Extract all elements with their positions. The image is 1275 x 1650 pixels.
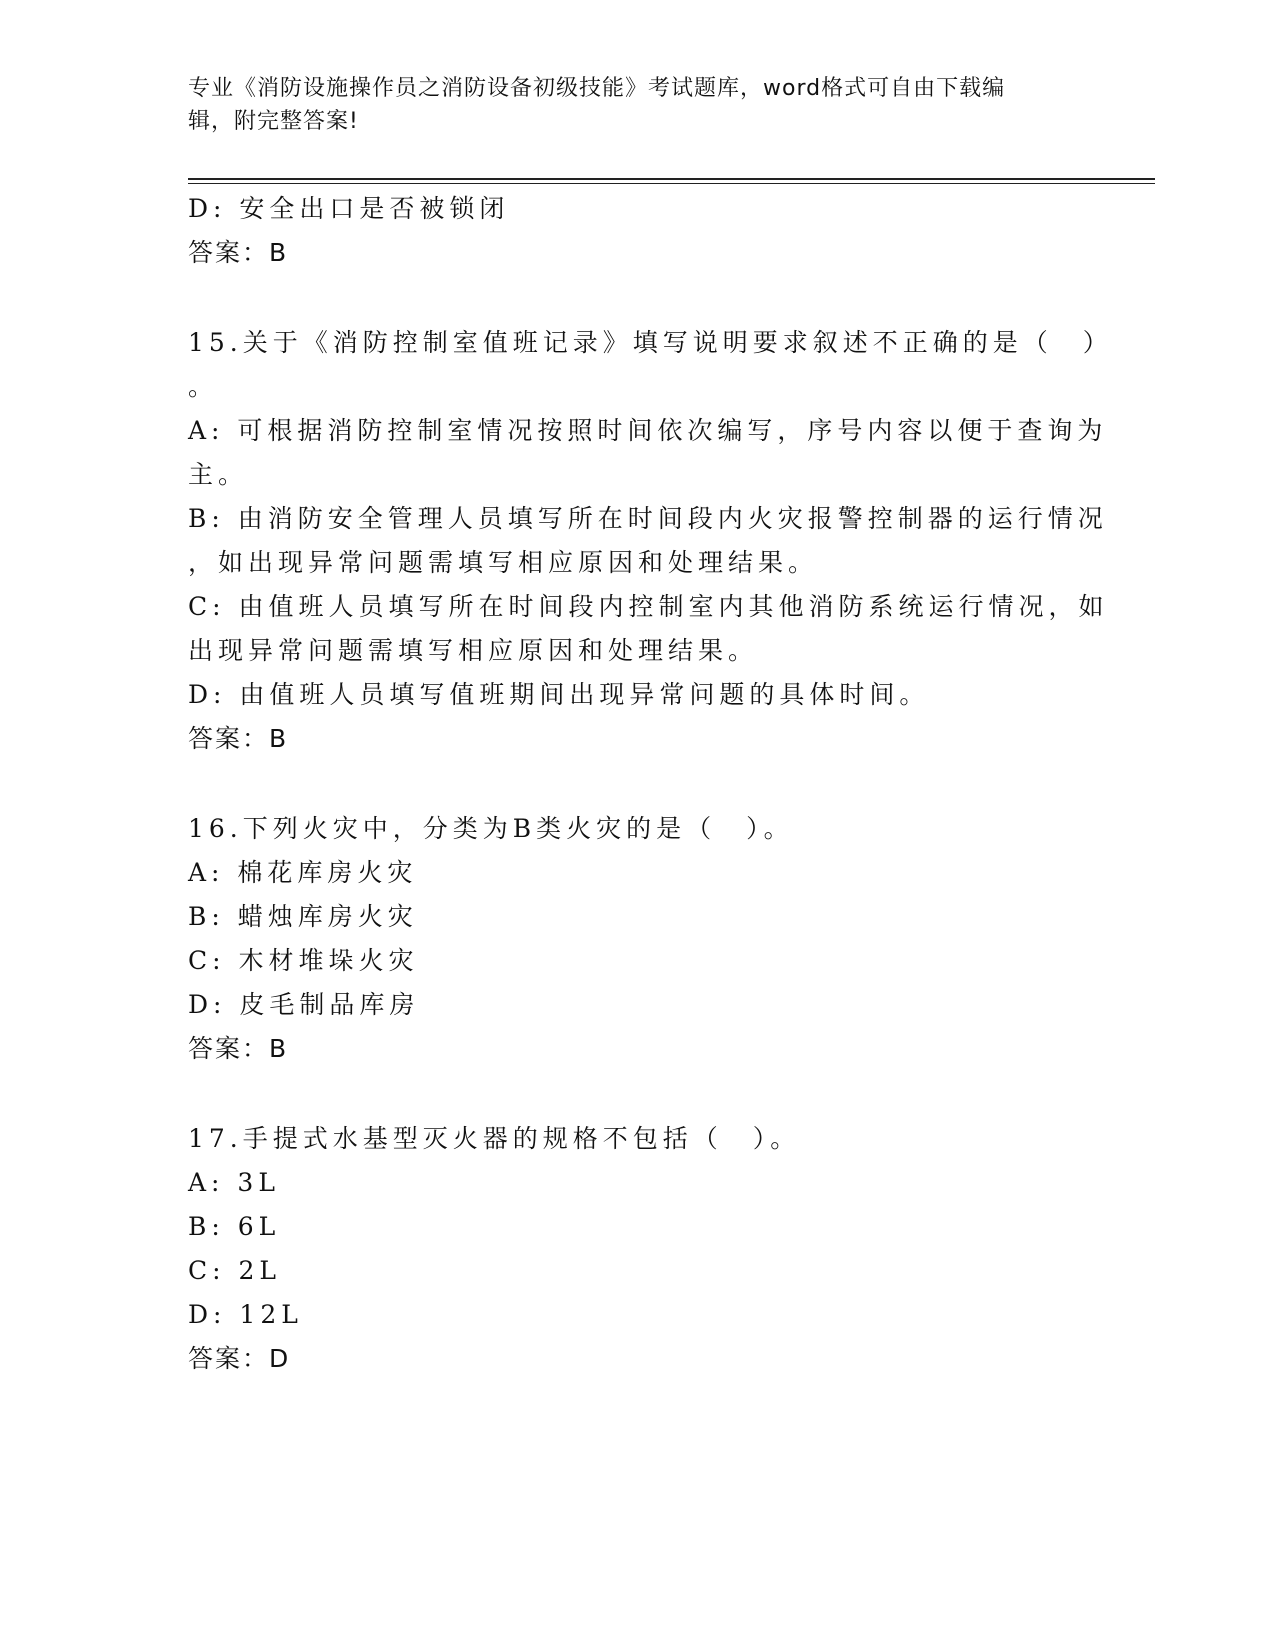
q15-answer: 答案：B <box>188 724 289 753</box>
prev-option-d: D: 安全出口是否被锁闭 <box>188 194 510 223</box>
q16-answer: 答案：B <box>188 1034 289 1063</box>
q15-option-a-line-2: 主。 <box>188 460 249 489</box>
q16-option-b: B: 蜡烛库房火灾 <box>188 902 418 931</box>
prev-answer: 答案：B <box>188 238 289 267</box>
q16-stem: 16.下列火灾中，分类为B类火灾的是（ ）。 <box>188 814 794 843</box>
header-line-2: 辑，附完整答案! <box>188 109 359 134</box>
q15-option-c-line-2: 出现异常问题需填写相应原因和处理结果。 <box>188 636 759 665</box>
q15-stem-line-1: 15.关于《消防控制室值班记录》填写说明要求叙述不正确的是（ ） <box>188 328 1113 357</box>
header-rule-thick <box>188 178 1155 180</box>
q15-option-b-line-2: ，如出现异常问题需填写相应原因和处理结果。 <box>188 548 819 577</box>
q15-stem-line-2: 。 <box>188 372 219 401</box>
q15-option-c-line-1: C: 由值班人员填写所在时间段内控制室内其他消防系统运行情况，如 <box>188 592 1109 621</box>
q16-option-c: C: 木材堆垛火灾 <box>188 946 419 975</box>
q15-option-a-line-1: A: 可根据消防控制室情况按照时间依次编写，序号内容以便于查询为 <box>188 416 1108 445</box>
q15-option-b-line-1: B: 由消防安全管理人员填写所在时间段内火灾报警控制器的运行情况 <box>188 504 1108 533</box>
q16-option-d: D: 皮毛制品库房 <box>188 990 420 1019</box>
q17-option-c: C: 2L <box>188 1256 282 1285</box>
q15-option-d: D: 由值班人员填写值班期间出现异常问题的具体时间。 <box>188 680 930 709</box>
q16-option-a: A: 棉花库房火灾 <box>188 858 418 887</box>
document-header <box>188 72 1068 138</box>
q17-stem: 17.手提式水基型灭火器的规格不包括（ ）。 <box>188 1124 801 1153</box>
q17-answer: 答案：D <box>188 1344 291 1373</box>
q17-option-b: B: 6L <box>188 1212 281 1241</box>
header-rule-thin <box>188 183 1155 184</box>
q17-option-d: D: 12L <box>188 1300 303 1329</box>
q17-option-a: A: 3L <box>188 1168 280 1197</box>
header-line-1: 专业《消防设施操作员之消防设备初级技能》考试题库，word格式可自由下载编 <box>188 76 1006 101</box>
